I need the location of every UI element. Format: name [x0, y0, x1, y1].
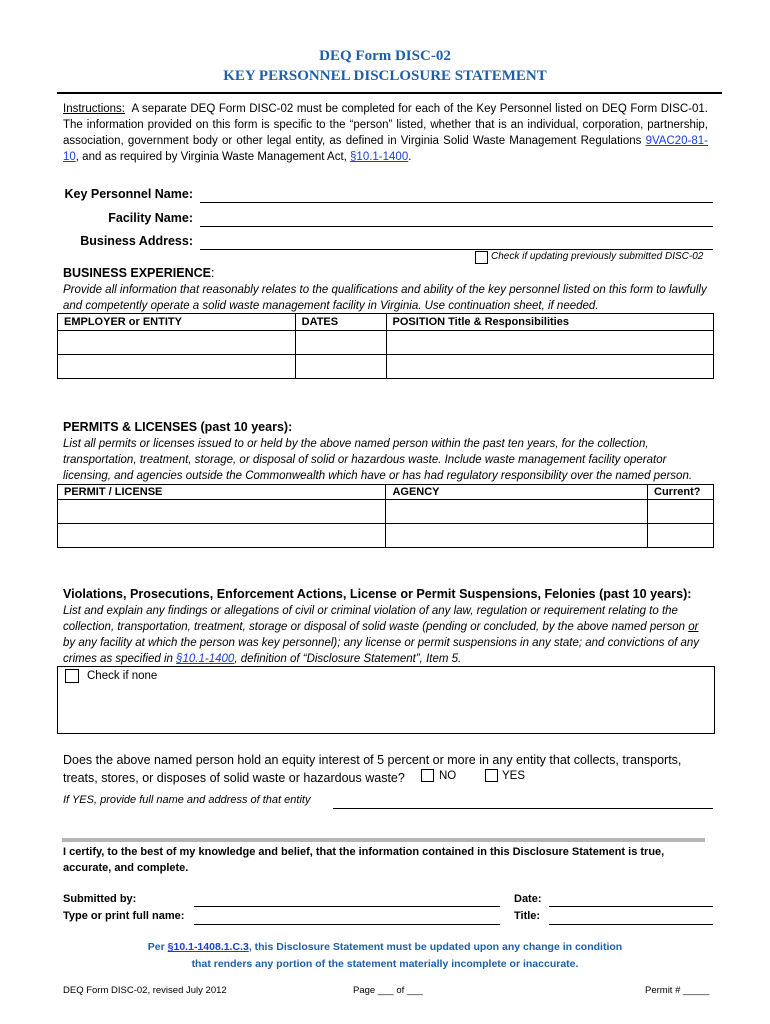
table-cell[interactable]: [58, 331, 296, 355]
date-field[interactable]: [549, 906, 713, 907]
check-if-none-label: Check if none: [87, 670, 158, 682]
violations-or: or: [688, 621, 699, 633]
violations-statute-link[interactable]: §10.1-1400: [176, 653, 235, 665]
business-experience-heading: [63, 266, 214, 280]
notice-line-1-rest: , this Disclosure Statement must be updated upon any change in condition: [248, 941, 623, 953]
violations-heading: Violations, Prosecutions, Enforcement Actions, License or Permit Suspensions, Felonies (past 10 years):: [63, 587, 692, 601]
equity-no-label: NO: [439, 770, 457, 782]
violations-instructions: [63, 603, 713, 667]
instructions: [63, 101, 708, 165]
agency-column-header: AGENCY: [386, 485, 648, 500]
statute-link[interactable]: §10.1-1400: [350, 151, 409, 163]
update-checkbox[interactable]: [475, 251, 488, 264]
instructions-label: Instructions:: [63, 103, 125, 115]
current-column-header: Current?: [648, 485, 714, 500]
table-cell[interactable]: [648, 500, 714, 524]
title-divider: [57, 92, 722, 94]
type-name-label: Type or print full name:: [63, 910, 185, 922]
business-experience-instructions: Provide all information that reasonably relates to the qualifications and ability of the key personnel listed on this form to lawfully and competently operate a solid waste management facility in Virginia. Use continuation sheet, if needed.: [63, 284, 707, 312]
table-cell[interactable]: [386, 331, 713, 355]
business-address-label: Business Address:: [80, 234, 193, 248]
permits-instructions: List all permits or licenses issued to or held by the above named person within the past ten years, for the collection, transportation, treatment, storage, or disposal of solid or hazardous waste. Include waste management facility operator licensing, and agencies outside the Commonwealth which have or has had regulatory responsibility over the named person.: [63, 438, 693, 482]
equity-yes-label: YES: [502, 770, 526, 782]
table-cell[interactable]: [295, 331, 386, 355]
section-divider: [62, 838, 705, 842]
business-experience-colon: :: [210, 266, 215, 280]
permits-table: [57, 484, 714, 548]
notice-line-1: [0, 941, 770, 953]
violations-instructions-b: by any facility at which the person was key personnel); any license or permit suspensions in any state; and convictions of any crimes as specified in: [63, 637, 700, 665]
violations-instructions-c: , definition of “Disclosure Statement”, Item 5.: [234, 653, 462, 665]
equity-question: [63, 751, 713, 787]
business-address-field[interactable]: [200, 249, 713, 250]
certify-text: I certify, to the best of my knowledge and belief, that the information contained in this Disclosure Statement is true, accurate, and complete.: [63, 846, 665, 874]
table-cell[interactable]: [386, 355, 713, 379]
update-check-label: Check if updating previously submitted DISC-02: [491, 251, 704, 262]
position-column-header: POSITION Title & Responsibilities: [386, 314, 713, 331]
permit-column-header: PERMIT / LICENSE: [58, 485, 386, 500]
table-cell[interactable]: [295, 355, 386, 379]
page-title: KEY PERSONNEL DISCLOSURE STATEMENT: [223, 68, 547, 84]
footer-permit-number: Permit # _____: [645, 985, 710, 996]
notice-line-2: that renders any portion of the statement materially incomplete or inaccurate.: [191, 958, 579, 970]
equity-question-text: Does the above named person hold an equity interest of 5 percent or more in any entity that collects, transports, treats, stores, or disposes of solid waste or hazardous waste?: [63, 753, 682, 785]
title-field[interactable]: [549, 924, 713, 925]
submitted-by-field[interactable]: [194, 906, 500, 907]
table-cell[interactable]: [386, 524, 648, 548]
instructions-mid: , and as required by Virginia Waste Management Act,: [75, 151, 351, 163]
notice-per: Per: [147, 941, 168, 953]
type-name-field[interactable]: [194, 924, 500, 925]
business-experience-table: [57, 313, 714, 379]
violations-instructions-a: List and explain any findings or allegations of civil or criminal violation of any law, regulation or requirement relating to the collection, transportation, treatment, storage or disposal of solid waste (pending or concluded, by the above named person: [63, 605, 689, 633]
table-cell[interactable]: [386, 500, 648, 524]
footer-page-number: Page ___ of ___: [353, 985, 423, 996]
business-experience-title: BUSINESS EXPERIENCE: [63, 266, 211, 280]
table-cell[interactable]: [648, 524, 714, 548]
facility-name-label: Facility Name:: [108, 211, 193, 225]
table-cell[interactable]: [58, 524, 386, 548]
permits-heading: PERMITS & LICENSES (past 10 years):: [63, 420, 293, 434]
title-label: Title:: [514, 910, 541, 922]
key-personnel-name-field[interactable]: [200, 202, 713, 203]
equity-if-yes-label: If YES, provide full name and address of that entity: [63, 794, 311, 806]
notice-statute-link[interactable]: §10.1-1408.1.C.3: [167, 941, 249, 953]
instructions-text: A separate DEQ Form DISC-02 must be completed for each of the Key Personnel listed on DEQ Form DISC-01. The information provided on this form is specific to the “person” listed, whether that is an individual, corporation, partnership, association, government body or other legal entity, as defined in Virginia Solid Waste Management Regulations: [63, 103, 708, 147]
instructions-end: .: [408, 151, 412, 163]
check-if-none-checkbox[interactable]: [65, 669, 79, 683]
date-label: Date:: [514, 893, 542, 905]
facility-name-field[interactable]: [200, 226, 713, 227]
footer-form-revision: DEQ Form DISC-02, revised July 2012: [63, 985, 227, 996]
key-personnel-name-label: Key Personnel Name:: [64, 187, 193, 201]
dates-column-header: DATES: [295, 314, 386, 331]
regulation-link[interactable]: 9VAC20-81-10: [63, 135, 708, 163]
table-cell[interactable]: [58, 355, 296, 379]
form-id: DEQ Form DISC-02: [319, 48, 451, 64]
equity-entity-field[interactable]: [333, 808, 713, 809]
equity-no-checkbox[interactable]: [421, 769, 434, 782]
equity-yes-checkbox[interactable]: [485, 769, 498, 782]
employer-column-header: EMPLOYER or ENTITY: [58, 314, 296, 331]
table-cell[interactable]: [58, 500, 386, 524]
submitted-by-label: Submitted by:: [63, 893, 137, 905]
